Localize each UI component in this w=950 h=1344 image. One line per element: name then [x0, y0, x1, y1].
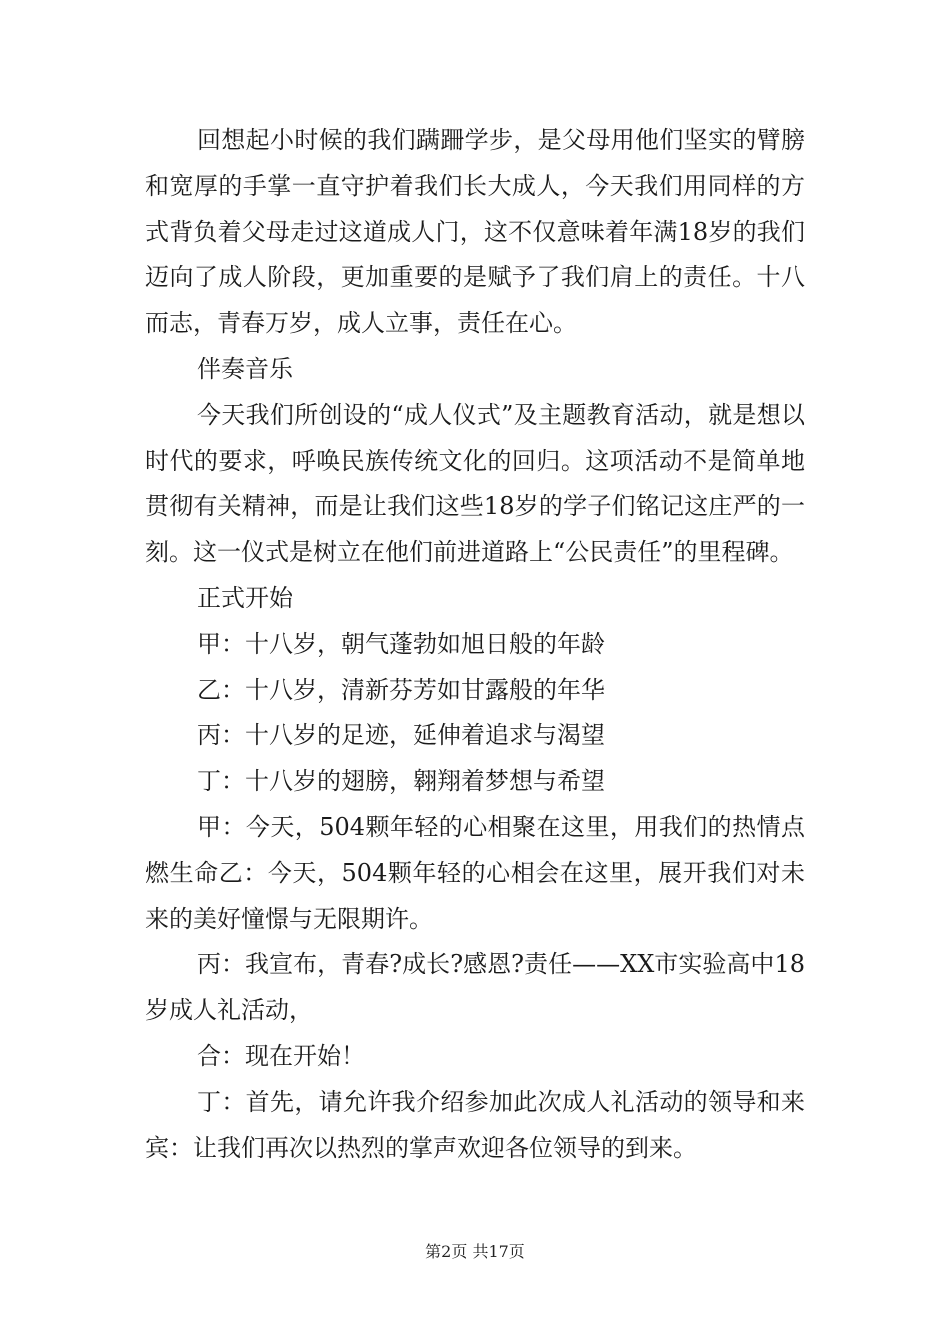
- paragraph-10: 丙：我宣布，青春?成长?感恩?责任——XX市实验高中18岁成人礼活动，: [145, 950, 805, 1025]
- paragraph-3: 今天我们所创设的“成人仪式”及主题教育活动，就是想以时代的要求，呼唤民族传统文化的回归。这项活动不是简单地贯彻有关精神，而是让我们这些18岁的学子们铭记这庄严的一刻。这一仪式是树立在他们前进道路上“公民责任”的里程碑。: [145, 400, 805, 567]
- paragraph-1: 回想起小时候的我们蹒跚学步，是父母用他们坚实的臂膀和宽厚的手掌一直守护着我们长大成人，今天我们用同样的方式背负着父母走过这道成人门，这不仅意味着年满18岁的我们迈向了成人阶段，更加重要的是赋予了我们肩上的责任。十八而志，青春万岁，成人立事，责任在心。: [145, 126, 805, 338]
- paragraph-6: 乙：十八岁，清新芬芳如甘露般的年华: [197, 675, 605, 704]
- document-body: [145, 118, 805, 1171]
- paragraph-9: 甲：今天，504颗年轻的心相聚在这里，用我们的热情点燃生命乙：今天，504颗年轻的心相会在这里，展开我们对未来的美好憧憬与无限期许。: [145, 812, 805, 933]
- page-number-footer: 第2页 共17页: [425, 1242, 525, 1261]
- paragraph-8: 丁：十八岁的翅膀，翱翔着梦想与希望: [197, 767, 605, 796]
- paragraph-7: 丙：十八岁的足迹，延伸着追求与渴望: [197, 721, 605, 750]
- paragraph-2: 伴奏音乐: [197, 354, 293, 383]
- paragraph-4: 正式开始: [197, 583, 293, 612]
- paragraph-11: 合：现在开始！: [197, 1041, 365, 1070]
- paragraph-12: 丁：首先，请允许我介绍参加此次成人礼活动的领导和来宾：让我们再次以热烈的掌声欢迎各位领导的到来。: [145, 1087, 805, 1162]
- paragraph-5: 甲：十八岁，朝气蓬勃如旭日般的年龄: [197, 629, 605, 658]
